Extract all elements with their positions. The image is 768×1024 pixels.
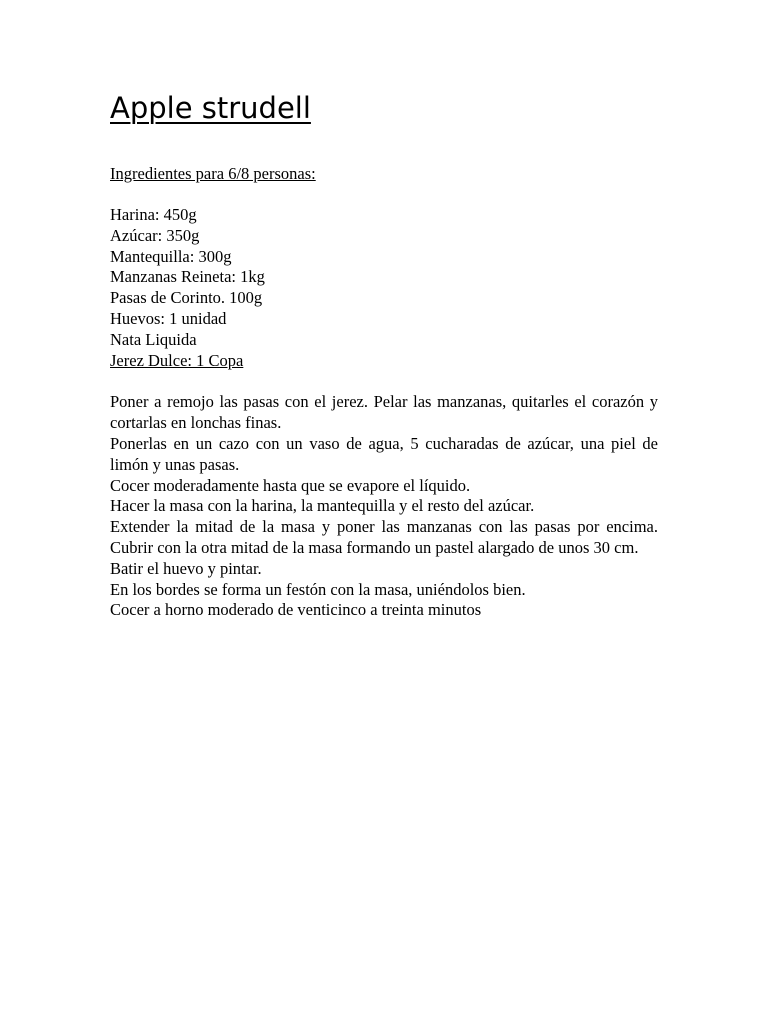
ingredient-item: Mantequilla: 300g — [110, 246, 232, 266]
ingredients-heading: Ingredientes para 6/8 personas: — [110, 164, 316, 183]
instruction-paragraph: Poner a remojo las pasas con el jerez. Pelar las manzanas, quitarles el corazón y cortarlas en lonchas finas. — [110, 392, 658, 433]
ingredient-item: Azúcar: 350g — [110, 225, 200, 245]
instruction-paragraph: Hacer la masa con la harina, la mantequilla y el resto del azúcar. — [110, 496, 535, 516]
instructions — [110, 392, 658, 621]
ingredient-item: Pasas de Corinto. 100g — [110, 288, 263, 308]
instruction-paragraph: Cocer moderadamente hasta que se evapore el líquido. — [110, 475, 471, 495]
ingredient-item: Manzanas Reineta: 1kg — [110, 267, 265, 287]
instruction-paragraph: Cocer a horno moderado de venticinco a treinta minutos — [110, 600, 482, 620]
ingredient-item: Huevos: 1 unidad — [110, 308, 227, 328]
instruction-paragraph: En los bordes se forma un festón con la masa, uniéndolos bien. — [110, 579, 526, 599]
ingredients-list — [110, 205, 658, 371]
page-title: Apple strudell — [110, 91, 311, 125]
ingredient-item: Harina: 450g — [110, 205, 197, 224]
instruction-paragraph: Extender la mitad de la masa y poner las manzanas con las pasas por encima. Cubrir con la otra mitad de la masa formando un pastel alargado de unos 30 cm. — [110, 517, 658, 557]
document-page — [110, 88, 658, 621]
instruction-paragraph: Ponerlas en un cazo con un vaso de agua, 5 cucharadas de azúcar, una piel de limón y unas pasas. — [110, 433, 658, 474]
ingredient-item: Nata Liquida — [110, 329, 197, 349]
ingredient-item: Jerez Dulce: 1 Copa — [110, 350, 244, 370]
instruction-paragraph: Batir el huevo y pintar. — [110, 558, 262, 578]
